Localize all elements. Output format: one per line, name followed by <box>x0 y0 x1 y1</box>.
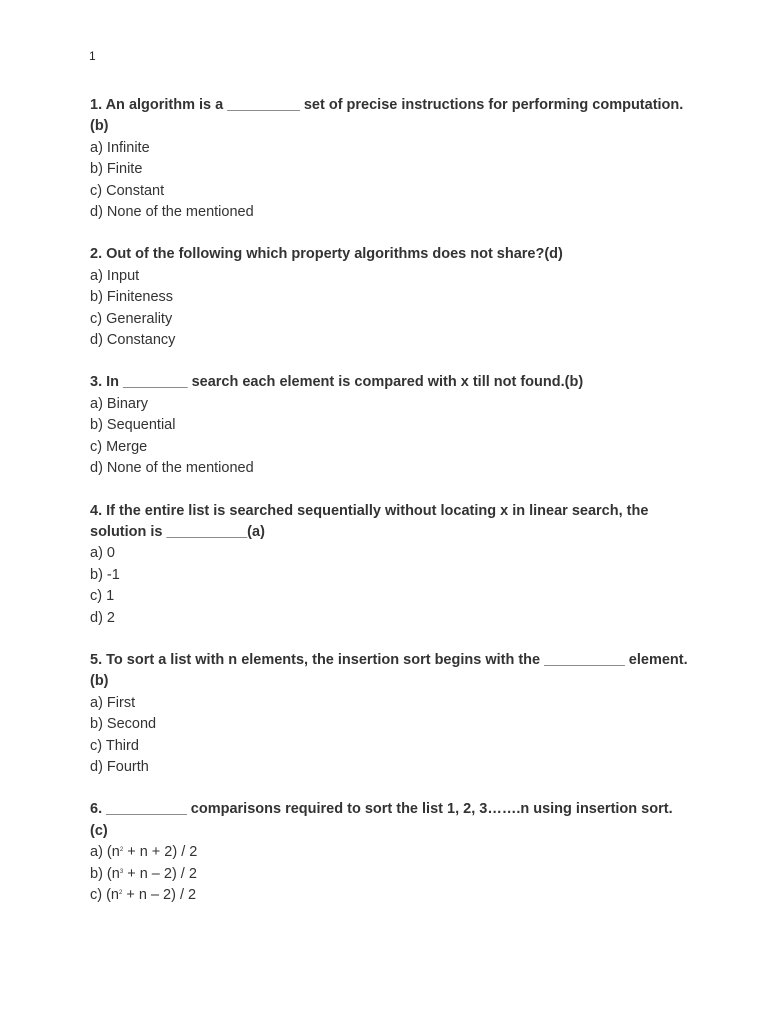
question-2 <box>90 244 690 351</box>
option-prefix: a) (n <box>90 844 120 861</box>
question-list <box>90 95 690 927</box>
option-d: d) None of the mentioned <box>90 204 254 221</box>
option-c <box>90 885 690 906</box>
question-3 <box>90 372 690 479</box>
question-text: 4. If the entire list is searched sequentially without locating x in linear search, the solution is __________(a) <box>90 502 653 540</box>
option-b: b) Finiteness <box>90 289 174 306</box>
option-b: b) Sequential <box>90 417 176 434</box>
option-d: d) Constancy <box>90 332 176 349</box>
question-5 <box>90 650 690 778</box>
option-list <box>90 693 690 779</box>
option-prefix: b) (n <box>90 865 120 882</box>
page-number: 1 <box>89 49 96 63</box>
option-prefix: c) (n <box>90 887 119 903</box>
option-list <box>90 138 690 224</box>
question-4 <box>90 501 690 629</box>
option-b <box>90 864 690 885</box>
question-text: 2. Out of the following which property algorithms does not share?(d) <box>90 246 563 263</box>
option-c: c) Merge <box>90 438 148 455</box>
option-d: d) 2 <box>90 609 115 626</box>
option-list <box>90 543 690 629</box>
question-1 <box>90 95 690 223</box>
option-a <box>90 842 690 863</box>
exponent: 3 <box>119 868 124 875</box>
exponent: 2 <box>119 890 123 896</box>
question-text: 6. __________ comparisons required to sort the list 1, 2, 3…….n using insertion sort. (c) <box>90 801 673 839</box>
option-d: d) Fourth <box>90 758 149 775</box>
option-a: a) Infinite <box>90 139 150 156</box>
option-c: c) Third <box>90 737 139 754</box>
option-c: c) 1 <box>90 588 115 605</box>
question-text: 1. An algorithm is a _________ set of precise instructions for performing computation.(b) <box>90 97 684 135</box>
question-text: 5. To sort a list with n elements, the insertion sort begins with the __________ element.(b) <box>90 651 688 690</box>
option-suffix: + n – 2) / 2 <box>123 865 197 882</box>
option-list <box>90 394 690 480</box>
option-c: c) Generality <box>90 310 173 327</box>
option-b: b) Second <box>90 716 157 733</box>
exponent: 2 <box>119 847 124 854</box>
option-b: b) -1 <box>90 566 120 583</box>
option-a: a) Input <box>90 267 140 284</box>
option-suffix: + n + 2) / 2 <box>123 844 198 861</box>
question-text: 3. In ________ search each element is compared with x till not found.(b) <box>90 374 584 391</box>
option-d: d) None of the mentioned <box>90 460 254 477</box>
option-a: a) Binary <box>90 395 149 412</box>
option-a: a) 0 <box>90 545 115 562</box>
option-list <box>90 842 690 906</box>
option-c: c) Constant <box>90 182 165 199</box>
option-b: b) Finite <box>90 161 143 178</box>
question-6 <box>90 799 690 906</box>
option-suffix: + n – 2) / 2 <box>122 887 197 903</box>
option-a: a) First <box>90 694 136 711</box>
option-list <box>90 266 690 352</box>
